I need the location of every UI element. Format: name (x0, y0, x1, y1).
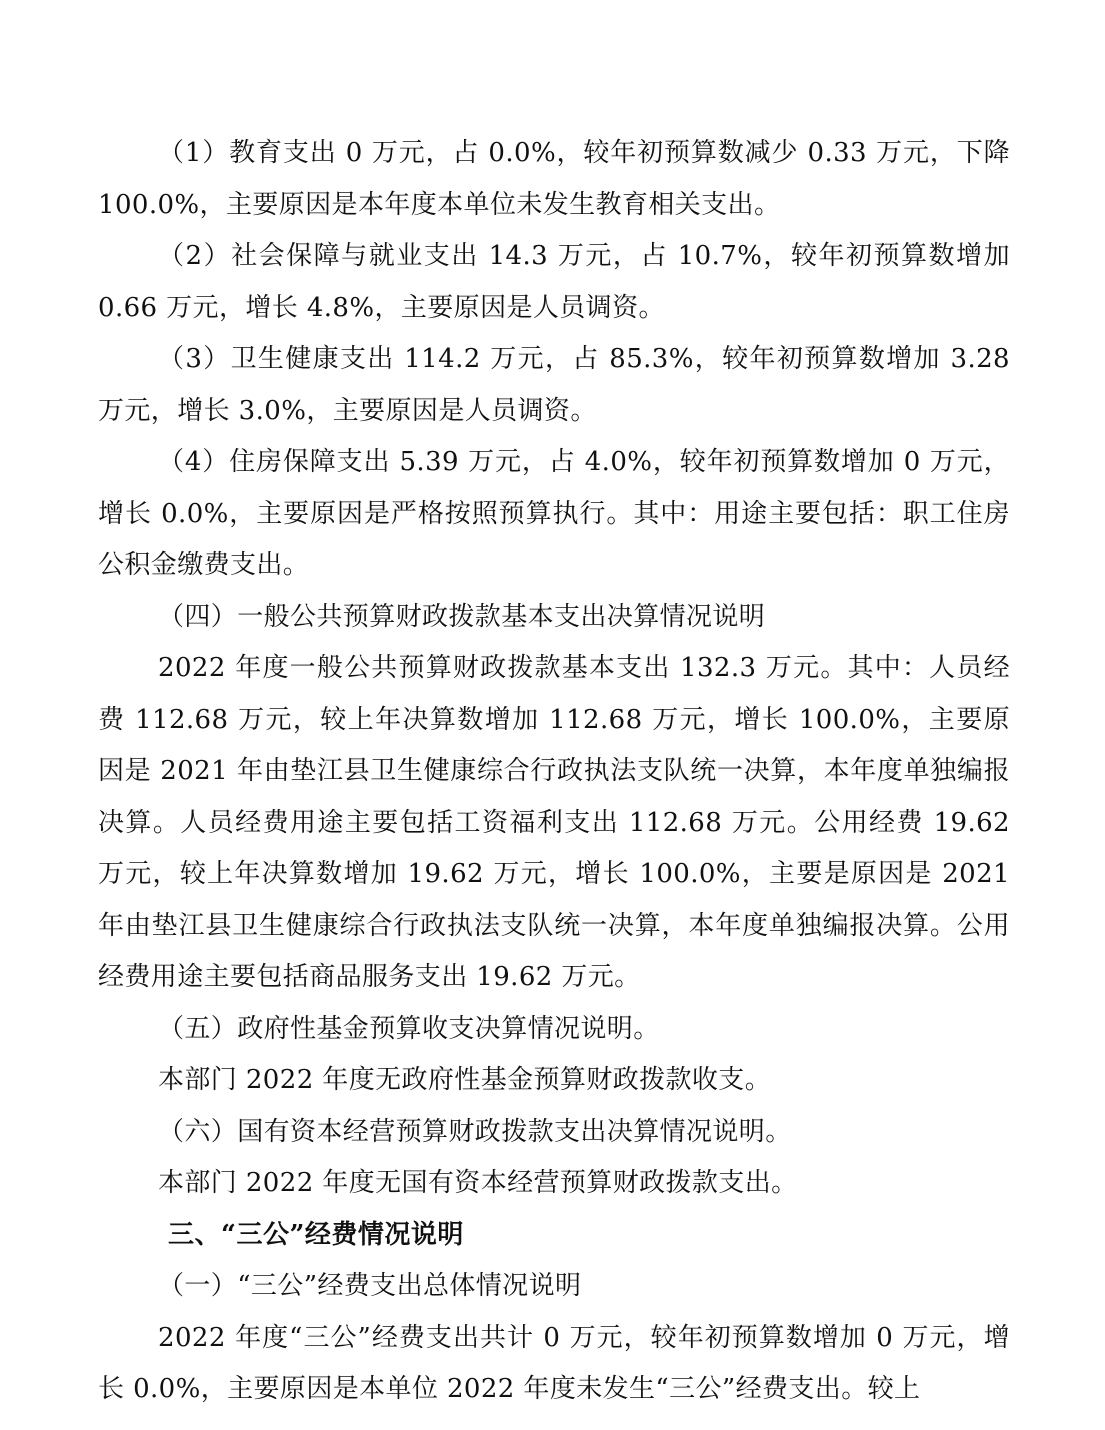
paragraph-three-public-overall: 2022 年度“三公”经费支出共计 0 万元，较年初预算数增加 0 万元，增长 0.0%，主要原因是本单位 2022 年度未发生“三公”经费支出。较上 (98, 1322, 1010, 1404)
paragraph-health-expense: （3）卫生健康支出 114.2 万元，占 85.3%，较年初预算数增加 3.28 万元，增长 3.0%，主要原因是人员调资。 (98, 344, 1010, 426)
part-heading-three-public-expenses: 三、“三公”经费情况说明 (168, 1219, 464, 1250)
section-heading-state-capital: （六）国有资本经营预算财政拨款支出决算情况说明。 (158, 1116, 792, 1147)
paragraph-state-capital: 本部门 2022 年度无国有资本经营预算财政拨款支出。 (158, 1168, 798, 1198)
document-page (98, 128, 1010, 1416)
paragraph-basic-expenditure: 2022 年度一般公共预算财政拨款基本支出 132.3 万元。其中：人员经费 112.68 万元，较上年决算数增加 112.68 万元，增长 100.0%，主要原因是 2021 年由垫江县卫生健康综合行政执法支队统一决算，本年度单独编报决算。人员经费用途主要包括工资福利支出 112.68 万元。公用经费 19.62 万元，较上年决算数增加 19.62 万元，增长 100.0%，主要是原因是 2021 年由垫江县卫生健康综合行政执法支队统一决算，本年度单独编报决算。公用经费用途主要包括商品服务支出 19.62 万元。 (98, 653, 1010, 992)
paragraph-government-fund: 本部门 2022 年度无政府性基金预算财政拨款收支。 (158, 1065, 772, 1095)
paragraph-social-security-expense: （2）社会保障与就业支出 14.3 万元，占 10.7%，较年初预算数增加 0.66 万元，增长 4.8%，主要原因是人员调资。 (98, 241, 1010, 323)
section-heading-three-public-overall: （一）“三公”经费支出总体情况说明 (158, 1271, 582, 1301)
paragraph-education-expense: （1）教育支出 0 万元，占 0.0%，较年初预算数减少 0.33 万元，下降 100.0%，主要原因是本年度本单位未发生教育相关支出。 (98, 138, 1010, 220)
section-heading-government-fund: （五）政府性基金预算收支决算情况说明。 (158, 1013, 660, 1044)
paragraph-housing-expense: （4）住房保障支出 5.39 万元，占 4.0%，较年初预算数增加 0 万元，增长 0.0%，主要原因是严格按照预算执行。其中：用途主要包括：职工住房公积金缴费支出。 (98, 447, 1010, 580)
section-heading-basic-expenditure: （四）一般公共预算财政拨款基本支出决算情况说明 (158, 601, 766, 632)
